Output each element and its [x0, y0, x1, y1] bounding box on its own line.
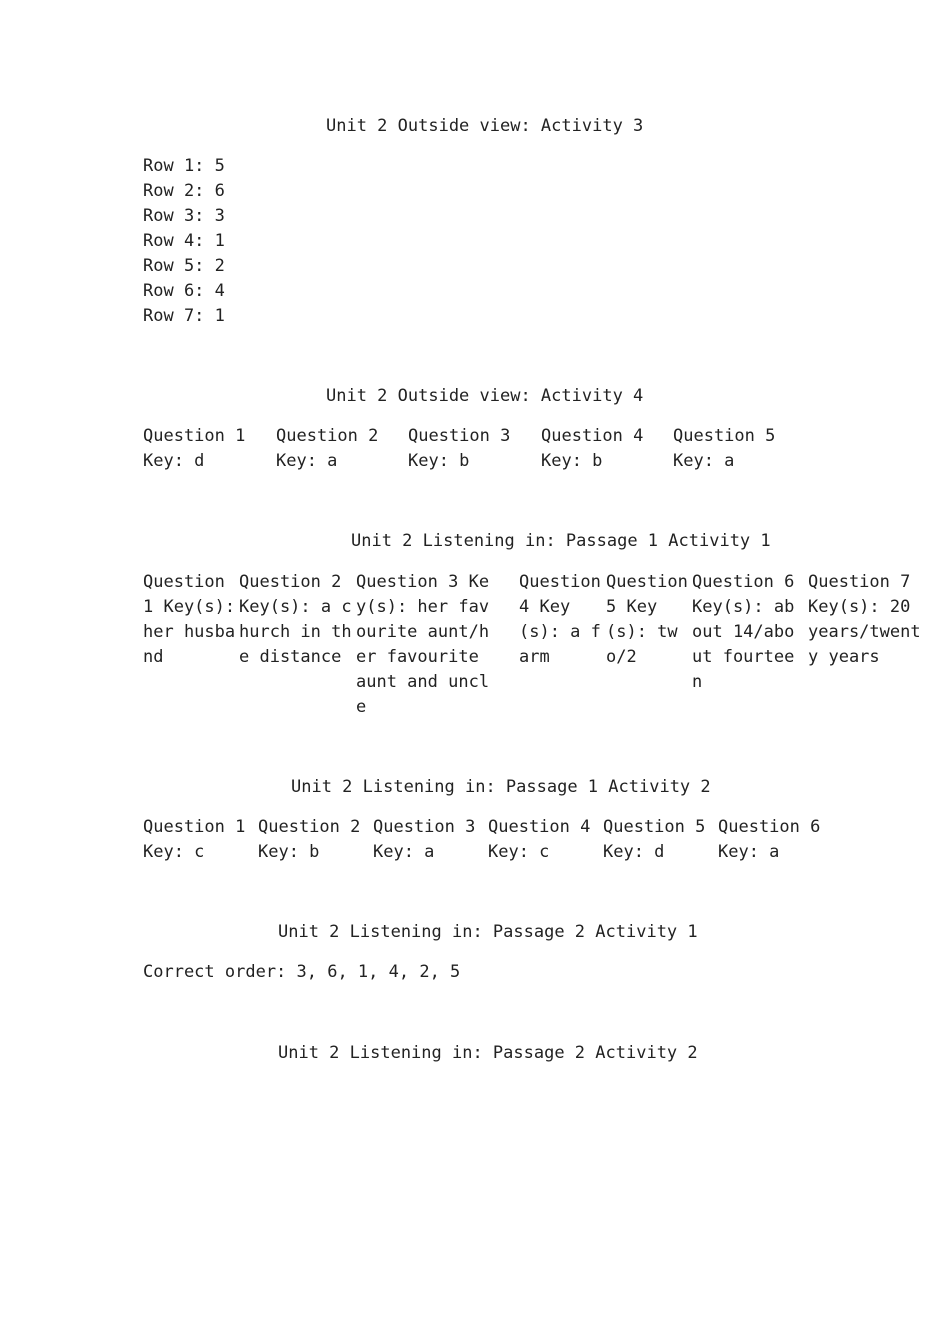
answer-cell: Question 1 Key(s): her husband: [143, 572, 236, 667]
section-title-listening-p2-activity-1: Unit 2 Listening in: Passage 2 Activity 1: [278, 922, 698, 942]
answer-cell: [673, 424, 775, 474]
answer-cell: Question 5 Key(s): two/2: [606, 572, 688, 667]
answer-cell: [143, 815, 245, 865]
answer-cell: Question 7 Key(s): 20 years/twenty years: [808, 572, 921, 667]
answer-key: Key: c: [488, 842, 550, 862]
answer-cell: [276, 424, 378, 474]
answer-cell: [488, 815, 590, 865]
question-label: Question 4: [488, 817, 591, 837]
question-label: Question 1: [143, 817, 246, 837]
question-label: Question 2: [258, 817, 361, 837]
correct-order-text: Correct order: 3, 6, 1, 4, 2, 5: [143, 962, 461, 982]
answer-cell: Question 2 Key(s): a church in the distance: [239, 572, 352, 667]
answer-key: Key: c: [143, 842, 205, 862]
answer-cell: [408, 424, 510, 474]
question-label: Question 6: [718, 817, 821, 837]
answer-cell: [541, 424, 643, 474]
question-label: Question 3: [373, 817, 476, 837]
row-answer: Row 2: 6: [143, 181, 225, 201]
answer-cell: [603, 815, 705, 865]
question-label: Question 5: [603, 817, 706, 837]
answer-cell: [373, 815, 475, 865]
answer-key: Key: a: [718, 842, 780, 862]
section-title-listening-p1-activity-2: Unit 2 Listening in: Passage 1 Activity 2: [291, 777, 711, 797]
row-answer-list: [143, 154, 225, 329]
row-answer: Row 1: 5: [143, 156, 225, 176]
answer-key: Key: a: [373, 842, 435, 862]
answer-cell: [258, 815, 360, 865]
section-title-listening-p2-activity-2: Unit 2 Listening in: Passage 2 Activity 2: [278, 1043, 698, 1063]
answer-cell: [718, 815, 820, 865]
answer-cell: Question 3 Key(s): her favourite aunt/her favourite aunt and uncle: [356, 572, 490, 717]
row-answer: Row 5: 2: [143, 256, 225, 276]
row-answer: Row 7: 1: [143, 306, 225, 326]
answer-key: Key: b: [408, 451, 470, 471]
section-title-listening-p1-activity-1: Unit 2 Listening in: Passage 1 Activity 1: [351, 531, 771, 551]
answer-key: Key: a: [276, 451, 338, 471]
row-answer: Row 6: 4: [143, 281, 225, 301]
row-answer: Row 3: 3: [143, 206, 225, 226]
question-label: Question 2: [276, 426, 379, 446]
answer-cell: Question 6 Key(s): about 14/about fourteen: [692, 572, 795, 692]
answer-cell: Question 4 Key(s): a farm: [519, 572, 601, 667]
answer-key: Key: d: [603, 842, 665, 862]
section-title-outside-activity-3: Unit 2 Outside view: Activity 3: [326, 116, 644, 136]
section-title-outside-activity-4: Unit 2 Outside view: Activity 4: [326, 386, 644, 406]
question-label: Question 3: [408, 426, 511, 446]
question-label: Question 4: [541, 426, 644, 446]
answer-cell: [143, 424, 245, 474]
answer-key: Key: a: [673, 451, 735, 471]
row-answer: Row 4: 1: [143, 231, 225, 251]
question-label: Question 5: [673, 426, 776, 446]
answer-key: Key: b: [541, 451, 603, 471]
answer-key: Key: b: [258, 842, 320, 862]
answer-key: Key: d: [143, 451, 205, 471]
question-label: Question 1: [143, 426, 246, 446]
